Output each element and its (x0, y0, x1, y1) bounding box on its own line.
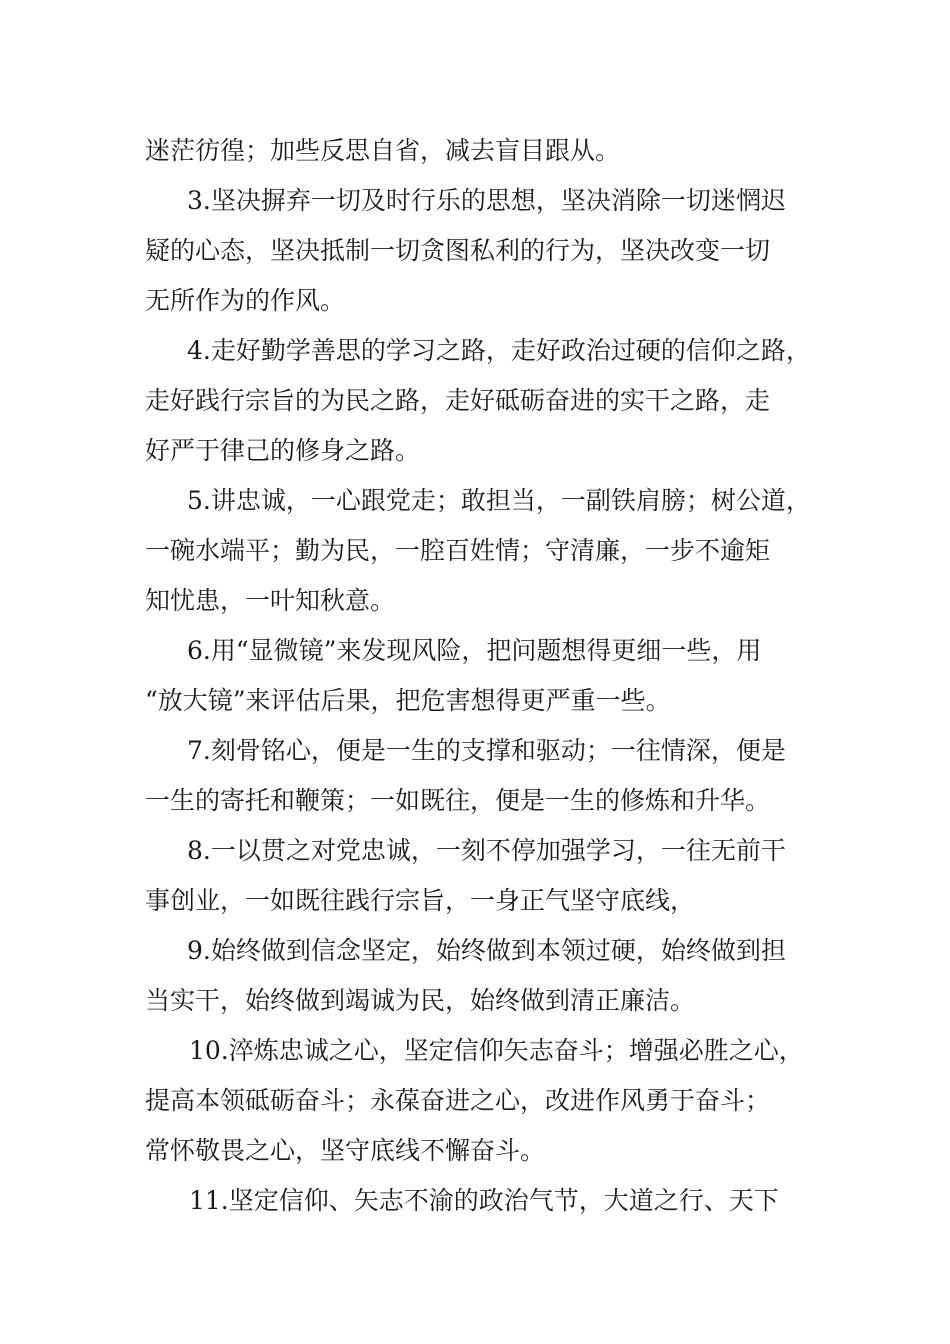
text-line: 8.一以贯之对党忠诚，一刻不停加强学习，一往无前干 (187, 836, 786, 865)
text-line: 一碗水端平；勤为民，一腔百姓情；守清廉，一步不逾矩 (145, 536, 771, 565)
text-line: 知忧患，一叶知秋意。 (145, 586, 396, 615)
text-line: 6.用“显微镜”来发现风险，把问题想得更细一些，用 (187, 636, 762, 665)
text-line: 迷茫彷徨；加些反思自省，减去盲目跟从。 (145, 136, 621, 165)
text-line: 提高本领砥砺奋斗；永葆奋进之心，改进作风勇于奋斗； (145, 1086, 771, 1115)
text-line: 常怀敬畏之心，坚守底线不懈奋斗。 (145, 1136, 546, 1165)
text-line: 好严于律己的修身之路。 (145, 436, 421, 465)
text-line: 事创业，一如既往践行宗旨，一身正气坚守底线， (145, 886, 696, 915)
text-line: 3.坚决摒弃一切及时行乐的思想，坚决消除一切迷惘迟 (187, 186, 786, 215)
text-line: 4.走好勤学善思的学习之路，走好政治过硬的信仰之路， (187, 336, 811, 365)
text-line: 7.刻骨铭心，便是一生的支撑和驱动；一往情深，便是 (187, 736, 786, 765)
text-line: 9.始终做到信念坚定，始终做到本领过硬，始终做到担 (187, 936, 786, 965)
text-line: 疑的心态，坚决抵制一切贪图私利的行为，坚决改变一切 (145, 236, 771, 265)
text-line: 无所作为的作风。 (145, 286, 346, 315)
text-line: 11.坚定信仰、矢志不渝的政治气节，大道之行、天下 (189, 1186, 779, 1215)
text-line: 5.讲忠诚，一心跟党走；敢担当，一副铁肩膀；树公道， (187, 486, 811, 515)
text-line: 走好践行宗旨的为民之路，走好砥砺奋进的实干之路，走 (145, 386, 771, 415)
text-line: “放大镜”来评估后果，把危害想得更严重一些。 (145, 686, 671, 715)
text-line: 10.淬炼忠诚之心，坚定信仰矢志奋斗；增强必胜之心， (189, 1036, 804, 1065)
text-line: 一生的寄托和鞭策；一如既往，便是一生的修炼和升华。 (145, 786, 771, 815)
text-line: 当实干，始终做到竭诚为民，始终做到清正廉洁。 (145, 986, 696, 1015)
